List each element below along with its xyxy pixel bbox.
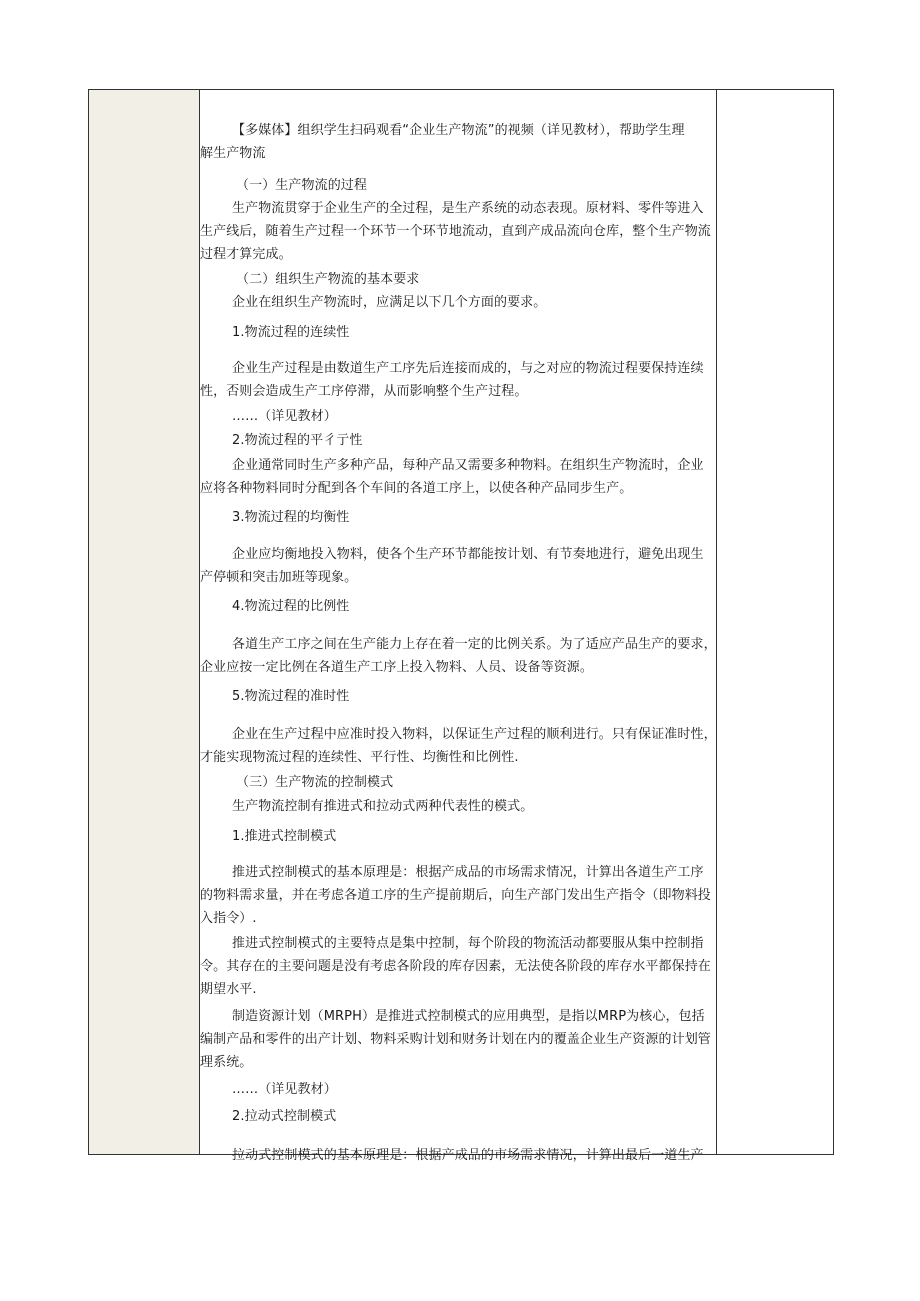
right-blank-column xyxy=(717,90,833,1154)
paragraph-push-features: 推进式控制模式的主要特点是集中控制，每个阶段的物流活动都要服从集中控制指 令。其存在的主要问题是没有考虑各阶段的库存因素，无法使各阶段的库存水平都保持在 期望水平. xyxy=(200,936,711,997)
paragraph-push-principle: 推进式控制模式的基本原理是：根据产成品的市场需求情况，计算出各道生产工序 的物料需求量，并在考虑各道工序的生产提前期后，向生产部门发出生产指令（即物料投 入指令）. xyxy=(200,865,711,926)
left-shaded-column xyxy=(89,90,200,1154)
paragraph-pull-principle: 拉动式控制模式的基本原理是：根据产成品的市场需求情况，计算出最后一道生产 xyxy=(232,1148,704,1163)
paragraph-punctuality: 企业在生产过程中应准时投入物料，以保证生产过程的顺利进行。只有保证准时性， 才能实现物流过程的连续性、平行性、均衡性和比例性. xyxy=(200,727,717,765)
heading-punctuality: 5.物流过程的准时性 xyxy=(232,689,350,704)
paragraph-continuity: 企业生产过程是由数道生产工序先后连接而成的，与之对应的物流过程要保持连续 性，否则会造成生产工序停滞，从而影响整个生产过程。 xyxy=(200,361,704,399)
see-textbook-note-2: ……（详见教材） xyxy=(232,1082,337,1097)
heading-section-1: （一）生产物流的过程 xyxy=(236,178,368,193)
paragraph-balance: 企业应均衡地投入物料，使各个生产环节都能按计划、有节奏地进行，避免出现生 产停顿和突击加班等现象。 xyxy=(200,547,704,585)
heading-pull-mode: 2.拉动式控制模式 xyxy=(232,1109,337,1124)
paragraph-parallelism: 企业通常同时生产多种产品，每种产品又需要多种物料。在组织生产物流时，企业 应将各种物料同时分配到各个车间的各道工序上，以使各种产品同步生产。 xyxy=(200,458,704,496)
heading-balance: 3.物流过程的均衡性 xyxy=(232,510,350,525)
heading-proportion: 4.物流过程的比例性 xyxy=(232,599,350,614)
heading-continuity: 1.物流过程的连续性 xyxy=(232,325,350,340)
paragraph-multimedia: 【多媒体】组织学生扫码观看“企业生产物流”的视频（详见教材），帮助学生理 解生产物流 xyxy=(200,123,685,161)
paragraph-mrp: 制造资源计划（MRPH）是推进式控制模式的应用典型，是指以MRP为核心，包括 编制产品和零件的出产计划、物料采购计划和财务计划在内的覆盖企业生产资源的计划管 理系统。 xyxy=(200,1009,711,1070)
heading-section-2: （二）组织生产物流的基本要求 xyxy=(236,272,420,287)
lesson-table xyxy=(88,89,834,1163)
paragraph-process: 生产物流贯穿于企业生产的全过程，是生产系统的动态表现。原材料、零件等进入 生产线后，随着生产过程一个环节一个环节地流动，直到产成品流向仓库，整个生产物流 过程才算完成。 xyxy=(200,201,711,262)
content-column xyxy=(200,90,717,1163)
paragraph-requirements-intro: 企业在组织生产物流时，应满足以下几个方面的要求。 xyxy=(232,295,547,310)
see-textbook-note: ……（详见教材） xyxy=(232,409,337,424)
paragraph-proportion: 各道生产工序之间在生产能力上存在着一定的比例关系。为了适应产品生产的要求， 企业应按一定比例在各道生产工序上投入物料、人员、设备等资源。 xyxy=(200,637,717,675)
heading-push-mode: 1.推进式控制模式 xyxy=(232,829,337,844)
heading-parallelism: 2.物流过程的平彳亍性 xyxy=(232,433,363,448)
heading-section-3: （三）生产物流的控制模式 xyxy=(236,775,394,790)
paragraph-control-intro: 生产物流控制有推进式和拉动式两种代表性的模式。 xyxy=(232,799,534,814)
